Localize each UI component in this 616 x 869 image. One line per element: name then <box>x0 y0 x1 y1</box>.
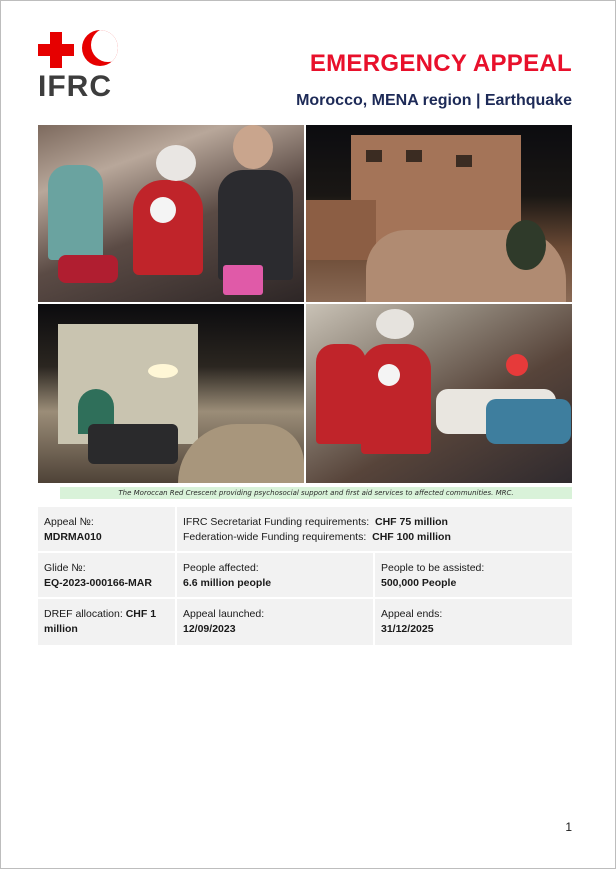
secretariat-funding-label: IFRC Secretariat Funding requirements: <box>183 516 370 528</box>
appeal-ends-value: 31/12/2025 <box>381 623 434 635</box>
red-crescent-icon <box>82 30 118 66</box>
photo-rubble-at-night <box>38 304 304 483</box>
appeal-info-table <box>38 507 572 647</box>
photo-collage <box>38 125 572 483</box>
secretariat-funding-value: CHF 75 million <box>375 516 448 528</box>
appeal-launched-label: Appeal launched: <box>183 608 265 620</box>
people-assisted-value: 500,000 People <box>381 577 457 589</box>
appeal-ends-label: Appeal ends: <box>381 608 443 620</box>
people-affected-cell <box>177 553 373 597</box>
page-title: EMERGENCY APPEAL <box>309 50 572 77</box>
appeal-ends-cell <box>375 599 572 645</box>
appeal-launched-cell <box>177 599 373 645</box>
people-affected-value: 6.6 million people <box>183 577 272 589</box>
dref-allocation-value: CHF 1 million <box>44 608 157 635</box>
appeal-number-label: Appeal №: <box>44 516 94 528</box>
photo-first-aid-stretcher <box>306 304 572 483</box>
photo-volunteers-psychosocial-support <box>38 125 304 302</box>
glide-cell <box>38 553 175 597</box>
red-cross-icon <box>38 32 74 68</box>
appeal-number-value: MDRMA010 <box>44 531 102 543</box>
people-assisted-cell <box>375 553 572 597</box>
people-affected-label: People affected: <box>183 562 259 574</box>
glide-label: Glide №: <box>44 562 86 574</box>
glide-value: EQ-2023-000166-MAR <box>44 577 152 589</box>
federation-funding-label: Federation-wide Funding requirements: <box>183 531 367 543</box>
logo-text: IFRC <box>38 70 112 103</box>
dref-allocation-cell <box>38 599 175 645</box>
info-row <box>38 507 572 551</box>
appeal-number-cell <box>38 507 175 551</box>
people-assisted-label: People to be assisted: <box>381 562 485 574</box>
photo-damaged-building <box>306 125 572 302</box>
ifrc-logo <box>38 30 114 103</box>
info-row <box>38 599 572 645</box>
federation-funding-value: CHF 100 million <box>372 531 451 543</box>
page-number: 1 <box>565 820 572 834</box>
funding-requirements-cell <box>177 507 572 551</box>
page-subtitle: Morocco, MENA region | Earthquake <box>296 92 572 109</box>
dref-allocation-label: DREF allocation: <box>44 608 123 620</box>
appeal-launched-value: 12/09/2023 <box>183 623 236 635</box>
info-row <box>38 553 572 597</box>
photo-caption: The Moroccan Red Crescent providing psychosocial support and first aid services to affected communities. MRC. <box>60 487 572 499</box>
